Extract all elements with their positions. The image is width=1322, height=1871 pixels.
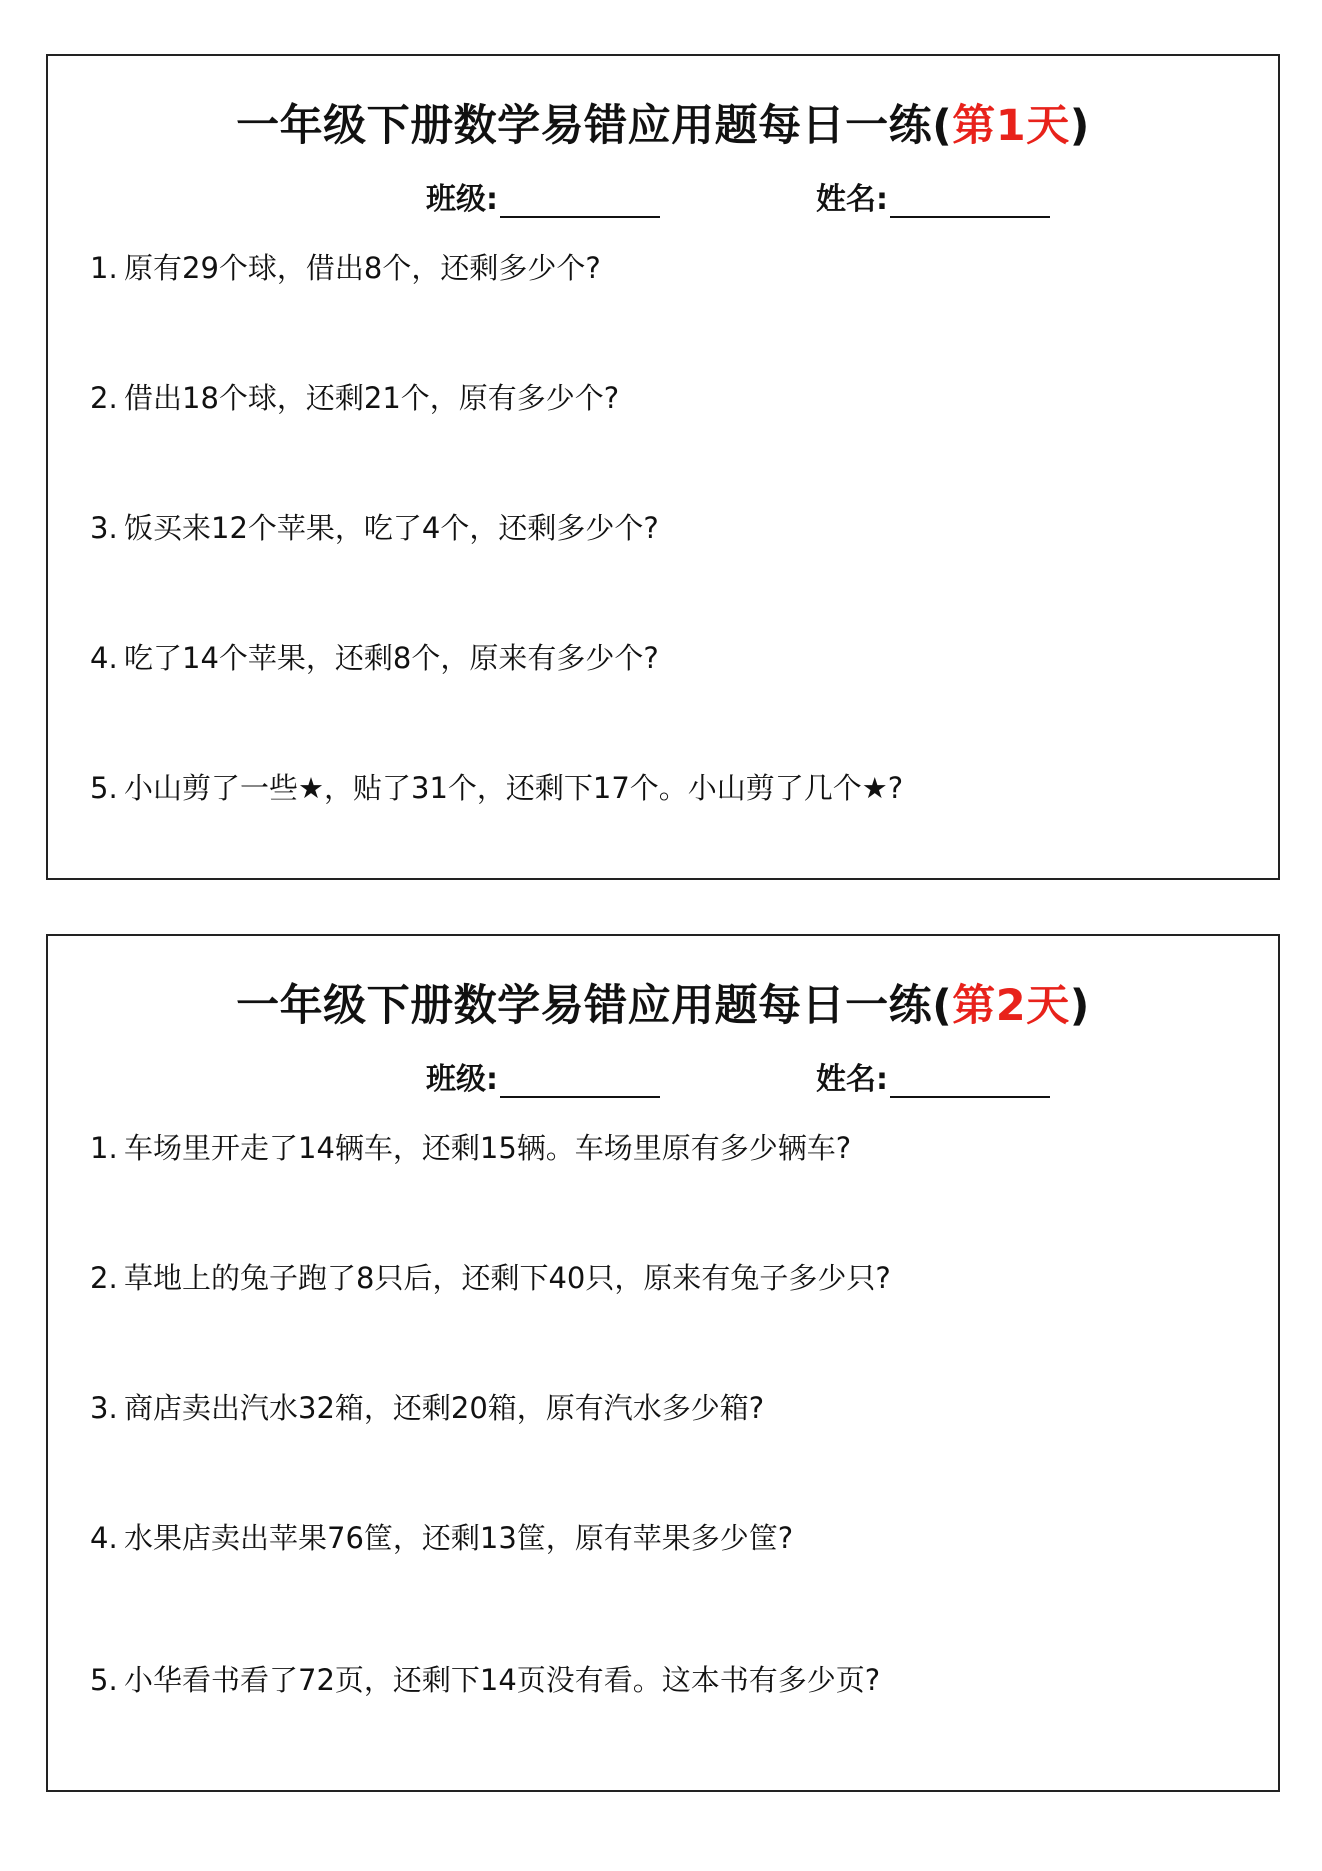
name-field	[816, 1054, 1050, 1098]
name-label: 姓名:	[816, 182, 888, 217]
question-item	[90, 636, 659, 677]
question-number: 3.	[90, 1391, 118, 1425]
question-text: 原有29个球，借出8个，还剩多少个?	[124, 251, 601, 285]
question-number: 2.	[90, 381, 118, 415]
class-field	[426, 174, 660, 218]
class-blank-line[interactable]	[500, 184, 660, 218]
question-item	[90, 1516, 793, 1557]
question-number: 2.	[90, 1261, 118, 1295]
worksheet-title	[48, 972, 1278, 1033]
class-blank-line[interactable]	[500, 1064, 660, 1098]
title-day-label: 第1天	[952, 101, 1070, 151]
name-blank-line[interactable]	[890, 184, 1050, 218]
worksheet-day-2	[46, 934, 1280, 1792]
question-text: 商店卖出汽水32箱，还剩20箱，原有汽水多少箱?	[124, 1391, 765, 1425]
question-text: 饭买来12个苹果，吃了4个，还剩多少个?	[124, 511, 659, 545]
student-info-row	[48, 174, 1278, 217]
worksheet-day-1	[46, 54, 1280, 880]
student-info-row	[48, 1054, 1278, 1097]
question-item	[90, 246, 601, 287]
question-item	[90, 506, 659, 547]
question-text: 车场里开走了14辆车，还剩15辆。车场里原有多少辆车?	[124, 1131, 852, 1165]
question-text: 小华看书看了72页，还剩下14页没有看。这本书有多少页?	[124, 1663, 881, 1697]
question-text: 草地上的兔子跑了8只后，还剩下40只，原来有兔子多少只?	[124, 1261, 891, 1295]
class-label: 班级:	[426, 182, 498, 217]
question-text: 借出18个球，还剩21个，原有多少个?	[124, 381, 620, 415]
class-field	[426, 1054, 660, 1098]
question-item	[90, 1126, 851, 1167]
title-day-label: 第2天	[952, 981, 1070, 1031]
title-close-paren: )	[1069, 101, 1090, 151]
question-item	[90, 1386, 764, 1427]
question-number: 1.	[90, 251, 118, 285]
question-number: 4.	[90, 641, 118, 675]
worksheet-title	[48, 92, 1278, 153]
question-number: 5.	[90, 771, 118, 805]
title-close-paren: )	[1069, 981, 1090, 1031]
question-text: 水果店卖出苹果76筐，还剩13筐，原有苹果多少筐?	[124, 1521, 794, 1555]
question-number: 3.	[90, 511, 118, 545]
question-text: 小山剪了一些★，贴了31个，还剩下17个。小山剪了几个★?	[124, 771, 904, 805]
question-text: 吃了14个苹果，还剩8个，原来有多少个?	[124, 641, 659, 675]
question-item	[90, 376, 619, 417]
question-item	[90, 1256, 891, 1297]
name-blank-line[interactable]	[890, 1064, 1050, 1098]
name-field	[816, 174, 1050, 218]
question-number: 5.	[90, 1663, 118, 1697]
title-main: 一年级下册数学易错应用题每日一练(	[236, 101, 953, 151]
question-item	[90, 1658, 880, 1699]
name-label: 姓名:	[816, 1062, 888, 1097]
class-label: 班级:	[426, 1062, 498, 1097]
question-number: 1.	[90, 1131, 118, 1165]
title-main: 一年级下册数学易错应用题每日一练(	[236, 981, 953, 1031]
question-number: 4.	[90, 1521, 118, 1555]
question-item	[90, 766, 903, 807]
